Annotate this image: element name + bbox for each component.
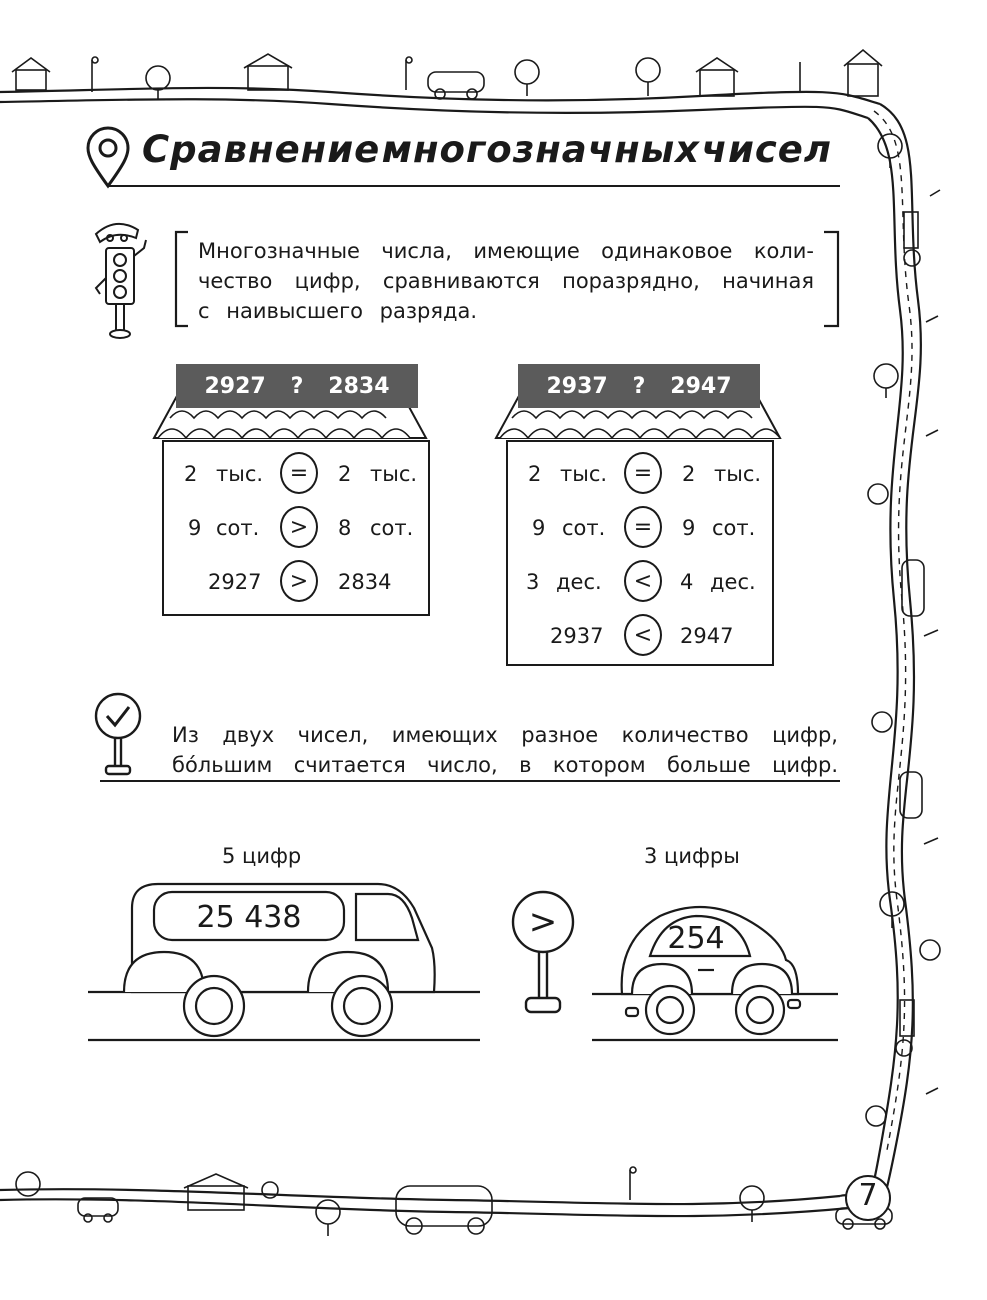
house-2-body xyxy=(506,440,774,666)
rule1-line-1: Многозначные числа, имеющие одинаковое коли- xyxy=(198,239,814,263)
house-1-row xyxy=(164,506,428,550)
check-sign-icon xyxy=(88,690,148,782)
comparison-sign: > xyxy=(280,560,318,602)
house-2-row xyxy=(508,560,772,604)
rule-2-underline xyxy=(100,780,840,782)
rule1-line-3: с наивысшего разряда. xyxy=(198,299,478,323)
comparison-sign: = xyxy=(280,452,318,494)
house-2-right-number: 2947 xyxy=(670,373,732,399)
comparison-sign: < xyxy=(624,614,662,656)
row-a-unit: тыс. xyxy=(560,462,608,486)
rule1-line-2: чество цифр, сравниваются поразрядно, начиная xyxy=(198,269,814,293)
row-a-unit: сот. xyxy=(562,516,606,540)
house-1-right-number: 2834 xyxy=(328,373,390,399)
rule-text-1 xyxy=(198,236,814,326)
row-b-num: 2 xyxy=(682,462,696,486)
house-1-result-row xyxy=(164,560,428,604)
traffic-light-mascot-icon xyxy=(86,212,150,342)
bus-number: 25 438 xyxy=(196,899,302,935)
row-a-num: 9 xyxy=(532,516,546,540)
result-a: 2937 xyxy=(550,624,604,648)
house-1-left-number: 2927 xyxy=(204,373,266,399)
house-2-left-number: 2937 xyxy=(546,373,608,399)
title-word-2: многозначных xyxy=(381,128,701,171)
house-2-row xyxy=(508,452,772,496)
car-number: 254 xyxy=(667,920,725,956)
title-underline xyxy=(108,185,840,187)
row-b-num: 8 xyxy=(338,516,352,540)
row-b-unit: сот. xyxy=(370,516,414,540)
row-a-unit: дес. xyxy=(556,570,602,594)
comparison-sign: = xyxy=(624,506,662,548)
row-b-num: 2 xyxy=(338,462,352,486)
rule2-line-2: бо́льшим считается число, в котором больше цифр. xyxy=(172,753,838,777)
house-1-question: ? xyxy=(290,373,304,399)
row-a-num: 3 xyxy=(526,570,540,594)
comparison-sign: < xyxy=(624,560,662,602)
row-b-unit: сот. xyxy=(712,516,756,540)
row-a-unit: тыс. xyxy=(216,462,264,486)
house-2-label xyxy=(518,364,760,408)
row-b-unit: тыс. xyxy=(370,462,418,486)
house-2-question: ? xyxy=(632,373,646,399)
row-a-num: 2 xyxy=(184,462,198,486)
rule2-line-1: Из двух чисел, имеющих разное количество цифр, xyxy=(172,723,838,747)
row-a-num: 9 xyxy=(188,516,202,540)
comparison-sign: > xyxy=(280,506,318,548)
row-b-num: 4 xyxy=(680,570,694,594)
rule-text-2 xyxy=(172,720,838,780)
car-caption: 3 цифры xyxy=(644,844,740,868)
comparison-sign: = xyxy=(624,452,662,494)
house-1-body xyxy=(162,440,430,616)
house-2-row xyxy=(508,506,772,550)
title-word-3: чисел xyxy=(701,128,832,171)
title-word-1: Сравнение xyxy=(142,128,381,171)
row-b-unit: тыс. xyxy=(714,462,762,486)
page-number: 7 xyxy=(858,1178,878,1213)
result-b: 2947 xyxy=(680,624,734,648)
bus-caption: 5 цифр xyxy=(222,844,302,868)
row-a-unit: сот. xyxy=(216,516,260,540)
house-1-label xyxy=(176,364,418,408)
result-a: 2927 xyxy=(208,570,262,594)
house-1-row xyxy=(164,452,428,496)
row-b-unit: дес. xyxy=(710,570,756,594)
result-b: 2834 xyxy=(338,570,392,594)
house-2-result-row xyxy=(508,614,772,658)
row-b-num: 9 xyxy=(682,516,696,540)
location-pin-icon xyxy=(84,126,132,190)
page-title xyxy=(142,128,832,171)
comparison-sign-symbol: > xyxy=(528,902,558,942)
row-a-num: 2 xyxy=(528,462,542,486)
